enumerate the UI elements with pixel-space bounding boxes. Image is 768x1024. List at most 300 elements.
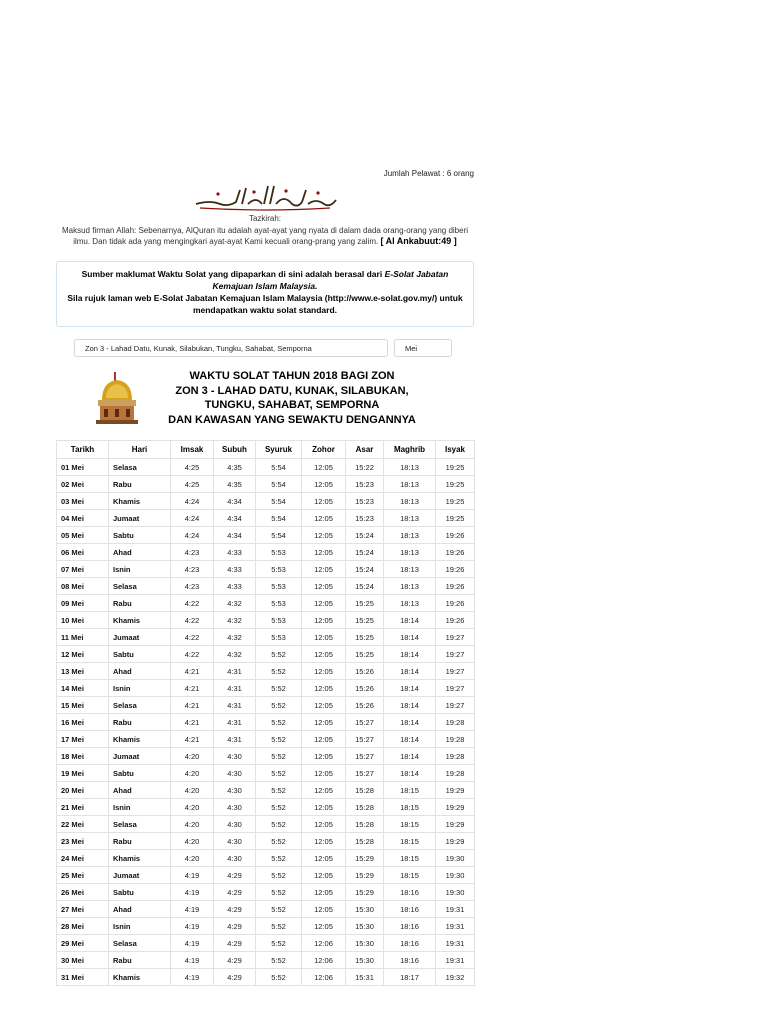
table-cell: 5:52 (256, 952, 302, 969)
table-cell: 15:28 (346, 782, 384, 799)
table-cell: 4:21 (171, 697, 214, 714)
table-cell: 18:14 (384, 680, 436, 697)
title-line-2: ZON 3 - LAHAD DATU, KUNAK, SILABUKAN, (175, 384, 409, 397)
table-cell: 12:05 (302, 595, 346, 612)
table-cell: 18:13 (384, 527, 436, 544)
table-cell: 4:32 (214, 629, 256, 646)
table-cell: 19:28 (436, 731, 475, 748)
table-cell: 02 Mei (57, 476, 109, 493)
table-cell: 18:15 (384, 816, 436, 833)
tazkirah-text (56, 223, 474, 247)
table-body (57, 459, 475, 986)
table-cell: 4:22 (171, 595, 214, 612)
table-cell: 19:27 (436, 646, 475, 663)
table-cell: 4:31 (214, 680, 256, 697)
table-cell: 4:29 (214, 867, 256, 884)
table-cell: 19:30 (436, 867, 475, 884)
table-cell: 19:28 (436, 748, 475, 765)
table-cell: Isnin (109, 918, 171, 935)
table-cell: 18:15 (384, 867, 436, 884)
table-cell: 12:05 (302, 884, 346, 901)
table-cell: 4:32 (214, 646, 256, 663)
visitor-counter: Jumlah Pelawat : 6 orang (383, 169, 474, 178)
table-cell: 12:05 (302, 459, 346, 476)
table-cell: 4:30 (214, 748, 256, 765)
table-cell: 15:30 (346, 901, 384, 918)
table-cell: 4:23 (171, 561, 214, 578)
table-cell: Selasa (109, 935, 171, 952)
table-cell: 15:24 (346, 544, 384, 561)
table-cell: 4:19 (171, 884, 214, 901)
table-cell: 4:20 (171, 782, 214, 799)
table-cell: 5:53 (256, 561, 302, 578)
table-cell: 12:06 (302, 969, 346, 986)
table-cell: 15:26 (346, 697, 384, 714)
table-cell: 12:05 (302, 833, 346, 850)
table-cell: 24 Mei (57, 850, 109, 867)
table-cell: 17 Mei (57, 731, 109, 748)
table-cell: 18:14 (384, 629, 436, 646)
table-cell: 23 Mei (57, 833, 109, 850)
table-cell: 19:31 (436, 901, 475, 918)
table-row (57, 884, 475, 901)
table-cell: 5:53 (256, 612, 302, 629)
table-cell: 19:30 (436, 850, 475, 867)
tazkirah-reference: [ Al Ankabuut:49 ] (380, 236, 457, 246)
table-cell: 13 Mei (57, 663, 109, 680)
table-cell: 4:19 (171, 935, 214, 952)
table-row (57, 850, 475, 867)
source-notice (56, 261, 474, 327)
table-cell: 15:26 (346, 663, 384, 680)
table-cell: 20 Mei (57, 782, 109, 799)
table-cell: Rabu (109, 714, 171, 731)
filter-selectors (56, 339, 474, 357)
table-cell: 4:29 (214, 884, 256, 901)
table-cell: 4:21 (171, 731, 214, 748)
table-cell: 12:05 (302, 867, 346, 884)
table-cell: 19:30 (436, 884, 475, 901)
table-row (57, 748, 475, 765)
table-cell: 19:26 (436, 527, 475, 544)
table-cell: 4:21 (171, 680, 214, 697)
table-cell: 19:29 (436, 833, 475, 850)
table-cell: Selasa (109, 578, 171, 595)
table-cell: 19:28 (436, 714, 475, 731)
table-cell: 4:24 (171, 493, 214, 510)
table-cell: 4:19 (171, 952, 214, 969)
table-cell: 4:30 (214, 816, 256, 833)
table-cell: 25 Mei (57, 867, 109, 884)
table-cell: 4:33 (214, 544, 256, 561)
table-cell: 18:13 (384, 510, 436, 527)
table-cell: 4:31 (214, 697, 256, 714)
table-row (57, 510, 475, 527)
table-cell: 5:52 (256, 731, 302, 748)
table-cell: 19:27 (436, 663, 475, 680)
table-cell: 15:25 (346, 646, 384, 663)
table-row (57, 901, 475, 918)
prayer-times-table (56, 440, 475, 986)
table-cell: 18 Mei (57, 748, 109, 765)
table-cell: 18:14 (384, 748, 436, 765)
table-cell: 15:25 (346, 612, 384, 629)
table-row (57, 680, 475, 697)
table-row (57, 765, 475, 782)
table-cell: 4:30 (214, 850, 256, 867)
table-cell: 19:26 (436, 578, 475, 595)
table-cell: 12:06 (302, 935, 346, 952)
source-notice-line2: Sila rujuk laman web E-Solat Jabatan Kemajuan Islam Malaysia (http://www.e-solat.gov.my/) untuk mendapatkan waktu solat standard. (67, 293, 463, 315)
table-cell: 12:05 (302, 697, 346, 714)
table-cell: 26 Mei (57, 884, 109, 901)
table-cell: 18:16 (384, 884, 436, 901)
table-cell: 18:13 (384, 459, 436, 476)
table-cell: 5:52 (256, 884, 302, 901)
table-cell: 5:52 (256, 714, 302, 731)
table-cell: 5:52 (256, 748, 302, 765)
table-cell: 4:25 (171, 459, 214, 476)
table-row (57, 629, 475, 646)
table-cell: 12:05 (302, 646, 346, 663)
table-cell: 18:14 (384, 714, 436, 731)
table-cell: 31 Mei (57, 969, 109, 986)
table-row (57, 952, 475, 969)
table-cell: 12:05 (302, 748, 346, 765)
column-header: Tarikh (57, 441, 109, 459)
table-cell: 4:34 (214, 527, 256, 544)
table-cell: 5:54 (256, 459, 302, 476)
table-cell: 4:29 (214, 935, 256, 952)
table-cell: 4:20 (171, 748, 214, 765)
tazkirah-body: Maksud firman Allah: Sebenarnya, AlQuran itu adalah ayat-ayat yang nyata di dalam dada orang-orang yang diberi ilmu. Dan tidak ada yang mengingkari ayat-ayat Kami kecuali orang-prang yang zalim. (61, 226, 469, 246)
table-cell: 04 Mei (57, 510, 109, 527)
table-cell: 4:34 (214, 493, 256, 510)
table-cell: 12:05 (302, 578, 346, 595)
table-cell: 5:52 (256, 833, 302, 850)
table-cell: 4:33 (214, 578, 256, 595)
table-cell: 19:25 (436, 510, 475, 527)
table-cell: 15:28 (346, 816, 384, 833)
table-cell: 4:19 (171, 969, 214, 986)
table-cell: Ahad (109, 663, 171, 680)
table-row (57, 935, 475, 952)
table-cell: Jumaat (109, 748, 171, 765)
table-cell: 10 Mei (57, 612, 109, 629)
table-cell: 07 Mei (57, 561, 109, 578)
table-cell: 5:54 (256, 476, 302, 493)
table-row (57, 782, 475, 799)
table-cell: 4:35 (214, 459, 256, 476)
table-cell: 18:15 (384, 833, 436, 850)
table-row (57, 476, 475, 493)
table-cell: 15:25 (346, 595, 384, 612)
table-cell: 18:14 (384, 646, 436, 663)
table-cell: 18:15 (384, 799, 436, 816)
table-cell: 15:29 (346, 884, 384, 901)
table-cell: Jumaat (109, 629, 171, 646)
table-cell: 19:26 (436, 544, 475, 561)
table-cell: 19:28 (436, 765, 475, 782)
page-title (110, 369, 474, 427)
table-cell: 12:05 (302, 476, 346, 493)
table-cell: Selasa (109, 459, 171, 476)
table-cell: 12:05 (302, 782, 346, 799)
table-cell: Ahad (109, 901, 171, 918)
table-row (57, 918, 475, 935)
table-cell: 5:52 (256, 646, 302, 663)
table-cell: 19:27 (436, 629, 475, 646)
table-cell: 4:30 (214, 799, 256, 816)
table-row (57, 527, 475, 544)
table-cell: 28 Mei (57, 918, 109, 935)
table-cell: 4:29 (214, 901, 256, 918)
title-line-4: DAN KAWASAN YANG SEWAKTU DENGANNYA (168, 413, 416, 426)
table-cell: 18:14 (384, 612, 436, 629)
table-cell: 19:26 (436, 595, 475, 612)
table-cell: 19:29 (436, 782, 475, 799)
table-cell: 18:16 (384, 935, 436, 952)
table-cell: 19:27 (436, 697, 475, 714)
table-cell: 12:05 (302, 714, 346, 731)
table-cell: 4:22 (171, 612, 214, 629)
table-cell: 5:52 (256, 918, 302, 935)
table-cell: 15:27 (346, 731, 384, 748)
table-cell: 19:29 (436, 799, 475, 816)
table-cell: 03 Mei (57, 493, 109, 510)
title-line-3: TUNGKU, SAHABAT, SEMPORNA (204, 399, 380, 412)
table-row (57, 493, 475, 510)
table-cell: Selasa (109, 816, 171, 833)
table-cell: 4:30 (214, 782, 256, 799)
table-cell: 5:54 (256, 510, 302, 527)
table-cell: 4:30 (214, 833, 256, 850)
table-cell: 5:53 (256, 595, 302, 612)
table-cell: 5:52 (256, 867, 302, 884)
table-cell: 5:52 (256, 816, 302, 833)
table-cell: 18:14 (384, 663, 436, 680)
table-cell: 19:25 (436, 493, 475, 510)
table-cell: Khamis (109, 850, 171, 867)
table-row (57, 578, 475, 595)
table-cell: Rabu (109, 476, 171, 493)
table-cell: 08 Mei (57, 578, 109, 595)
table-cell: 05 Mei (57, 527, 109, 544)
table-cell: 12:05 (302, 527, 346, 544)
table-cell: 15:30 (346, 952, 384, 969)
table-cell: 5:52 (256, 663, 302, 680)
table-cell: 5:53 (256, 544, 302, 561)
table-cell: 18:14 (384, 731, 436, 748)
source-notice-line1: Sumber maklumat Waktu Solat yang dipaparkan di sini adalah berasal dari (81, 269, 385, 279)
table-cell: 15:31 (346, 969, 384, 986)
table-cell: 4:25 (171, 476, 214, 493)
table-cell: 4:22 (171, 629, 214, 646)
table-cell: 19:26 (436, 561, 475, 578)
table-cell: 15 Mei (57, 697, 109, 714)
table-cell: 18:13 (384, 561, 436, 578)
table-cell: Ahad (109, 544, 171, 561)
table-cell: 21 Mei (57, 799, 109, 816)
table-cell: 15:24 (346, 561, 384, 578)
table-cell: 4:31 (214, 663, 256, 680)
table-cell: 4:33 (214, 561, 256, 578)
table-row (57, 799, 475, 816)
table-cell: 14 Mei (57, 680, 109, 697)
table-cell: 12:05 (302, 765, 346, 782)
table-cell: 4:34 (214, 510, 256, 527)
title-line-1: WAKTU SOLAT TAHUN 2018 BAGI ZON (189, 370, 395, 382)
column-header: Zohor (302, 441, 346, 459)
table-row (57, 714, 475, 731)
table-cell: 5:52 (256, 969, 302, 986)
table-cell: 01 Mei (57, 459, 109, 476)
table-cell: 15:26 (346, 680, 384, 697)
table-cell: 19:31 (436, 918, 475, 935)
table-cell: 18:17 (384, 969, 436, 986)
table-cell: 15:23 (346, 510, 384, 527)
table-cell: 15:28 (346, 799, 384, 816)
column-header: Asar (346, 441, 384, 459)
table-cell: 12:05 (302, 850, 346, 867)
table-cell: 5:54 (256, 493, 302, 510)
table-cell: 12 Mei (57, 646, 109, 663)
table-cell: 5:52 (256, 850, 302, 867)
table-cell: 19 Mei (57, 765, 109, 782)
table-cell: 5:52 (256, 901, 302, 918)
table-cell: 4:20 (171, 833, 214, 850)
table-row (57, 561, 475, 578)
table-cell: 12:05 (302, 799, 346, 816)
table-cell: 4:20 (171, 816, 214, 833)
table-cell: 12:05 (302, 612, 346, 629)
table-cell: Isnin (109, 561, 171, 578)
table-cell: 4:24 (171, 510, 214, 527)
table-cell: 4:24 (171, 527, 214, 544)
table-cell: 16 Mei (57, 714, 109, 731)
table-cell: 4:20 (171, 765, 214, 782)
month-select[interactable]: Mei (394, 339, 452, 357)
table-cell: 4:19 (171, 901, 214, 918)
table-cell: 19:32 (436, 969, 475, 986)
table-cell: 5:52 (256, 935, 302, 952)
table-cell: Khamis (109, 493, 171, 510)
table-cell: 15:27 (346, 748, 384, 765)
table-cell: Sabtu (109, 646, 171, 663)
table-cell: 4:22 (171, 646, 214, 663)
table-cell: 4:30 (214, 765, 256, 782)
table-cell: 29 Mei (57, 935, 109, 952)
table-cell: 5:52 (256, 765, 302, 782)
table-row (57, 867, 475, 884)
table-header-row (57, 441, 475, 459)
table-cell: 12:05 (302, 493, 346, 510)
table-row (57, 646, 475, 663)
table-cell: 5:52 (256, 782, 302, 799)
table-cell: 19:25 (436, 476, 475, 493)
table-cell: 15:24 (346, 578, 384, 595)
table-cell: 18:14 (384, 765, 436, 782)
table-cell: Khamis (109, 731, 171, 748)
table-cell: Selasa (109, 697, 171, 714)
table-cell: Rabu (109, 833, 171, 850)
table-cell: 30 Mei (57, 952, 109, 969)
table-cell: 18:14 (384, 697, 436, 714)
table-row (57, 969, 475, 986)
table-cell: 15:24 (346, 527, 384, 544)
table-cell: Khamis (109, 969, 171, 986)
table-cell: 12:06 (302, 952, 346, 969)
table-cell: 4:20 (171, 850, 214, 867)
table-cell: Sabtu (109, 527, 171, 544)
table-cell: 18:13 (384, 595, 436, 612)
table-cell: 12:05 (302, 816, 346, 833)
table-cell: 22 Mei (57, 816, 109, 833)
table-row (57, 544, 475, 561)
table-cell: 4:20 (171, 799, 214, 816)
table-cell: 15:29 (346, 850, 384, 867)
table-cell: 4:29 (214, 969, 256, 986)
table-row (57, 459, 475, 476)
table-cell: 5:52 (256, 697, 302, 714)
table-cell: 4:31 (214, 714, 256, 731)
source-name: E-Solat Jabatan Kemajuan Islam Malaysia. (212, 269, 449, 291)
table-cell: 18:15 (384, 782, 436, 799)
table-cell: 19:31 (436, 952, 475, 969)
column-header: Isyak (436, 441, 475, 459)
table-cell: 4:29 (214, 918, 256, 935)
table-cell: 19:27 (436, 680, 475, 697)
column-header: Maghrib (384, 441, 436, 459)
table-row (57, 816, 475, 833)
table-cell: 12:05 (302, 544, 346, 561)
table-cell: 18:13 (384, 476, 436, 493)
zone-select[interactable]: Zon 3 - Lahad Datu, Kunak, Silabukan, Tungku, Sahabat, Semporna (74, 339, 388, 357)
table-cell: 15:29 (346, 867, 384, 884)
table-cell: 15:25 (346, 629, 384, 646)
table-cell: 4:23 (171, 578, 214, 595)
table-cell: 18:13 (384, 493, 436, 510)
table-cell: 4:21 (171, 663, 214, 680)
table-cell: Jumaat (109, 510, 171, 527)
column-header: Syuruk (256, 441, 302, 459)
page-content (56, 168, 474, 986)
table-cell: 11 Mei (57, 629, 109, 646)
table-cell: 15:27 (346, 714, 384, 731)
table-cell: 18:15 (384, 850, 436, 867)
table-cell: 5:53 (256, 578, 302, 595)
table-cell: 18:13 (384, 578, 436, 595)
table-cell: 27 Mei (57, 901, 109, 918)
table-row (57, 612, 475, 629)
table-heading (56, 369, 474, 427)
column-header: Imsak (171, 441, 214, 459)
table-cell: 19:25 (436, 459, 475, 476)
table-cell: 18:16 (384, 901, 436, 918)
table-cell: Sabtu (109, 765, 171, 782)
table-cell: 19:29 (436, 816, 475, 833)
table-cell: 12:05 (302, 680, 346, 697)
table-row (57, 697, 475, 714)
table-cell: 4:31 (214, 731, 256, 748)
table-cell: 18:16 (384, 918, 436, 935)
table-cell: 15:23 (346, 476, 384, 493)
table-cell: 5:53 (256, 629, 302, 646)
table-cell: 12:05 (302, 663, 346, 680)
table-cell: 15:22 (346, 459, 384, 476)
tazkirah-label: Tazkirah: (248, 214, 281, 223)
table-cell: 18:13 (384, 544, 436, 561)
